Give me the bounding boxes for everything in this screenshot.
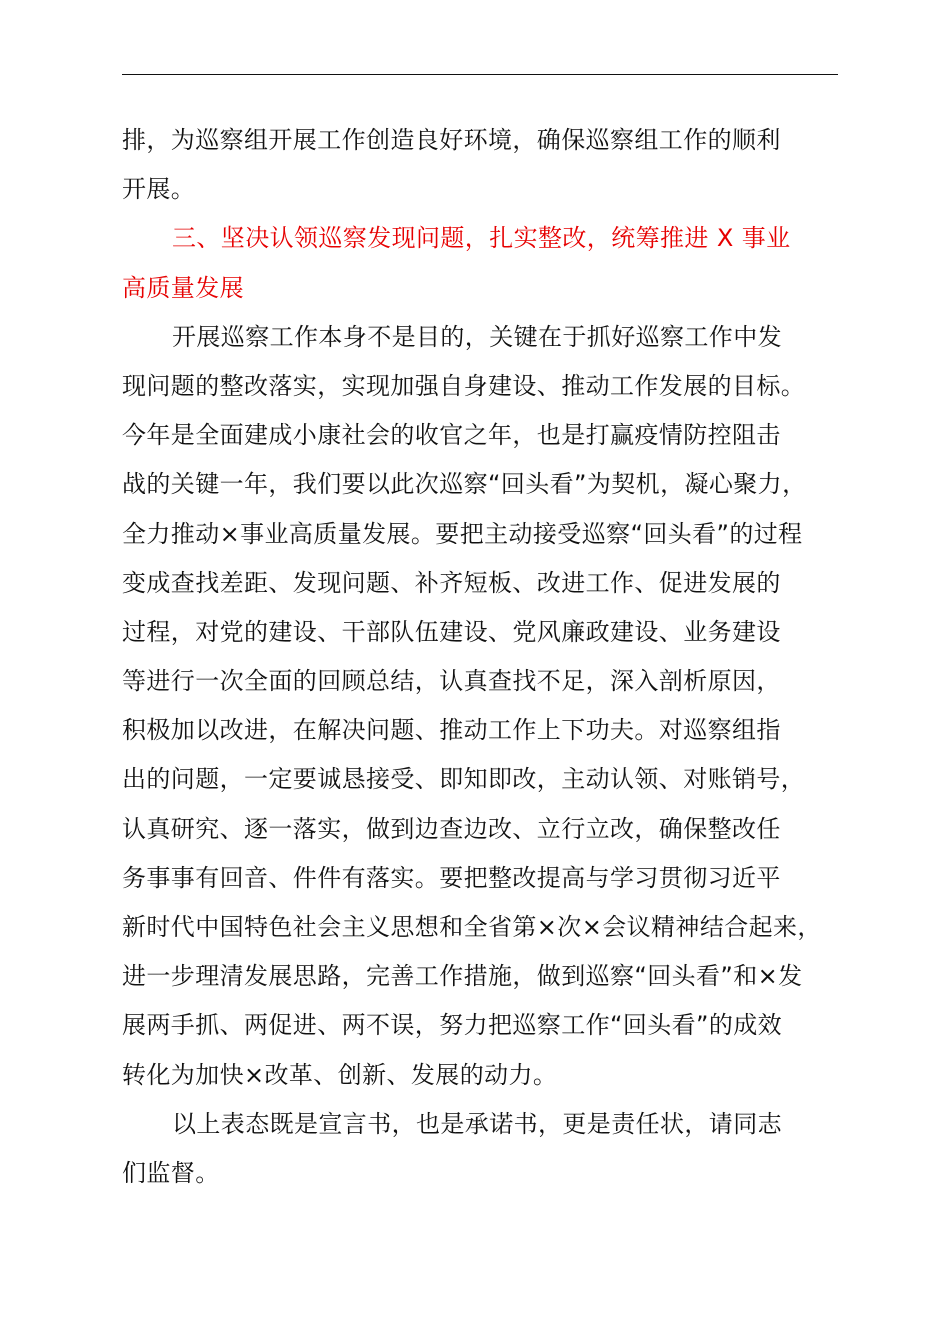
text-line: 认真研究、逐一落实，做到边查边改、立行立改，确保整改任 [122,814,781,843]
text-line: 出的问题，一定要诚恳接受、即知即改，主动认领、对账销号， [122,765,806,794]
heading-line: 高质量发展 [122,273,244,302]
text-line: 战的关键一年，我们要以此次巡察“回头看”为契机，凝心聚力， [122,470,807,499]
text-line: 转化为加快×改革、创新、发展的动力。 [122,1060,558,1089]
text-line: 排，为巡察组开展工作创造良好环境，确保巡察组工作的顺利 [122,126,781,154]
text-line: 变成查找差距、发现问题、补齐短板、改进工作、促进发展的 [122,568,781,597]
text-line: 等进行一次全面的回顾总结，认真查找不足，深入剖析原因， [122,667,781,696]
document-body [122,116,838,1198]
main-paragraph [122,313,838,1100]
closing-paragraph [122,1100,838,1198]
text-line: 开展。 [122,175,196,204]
text-line: 积极加以改进，在解决问题、推动工作上下功夫。对巡察组指 [122,716,781,745]
text-line: 以上表态既是宣言书，也是承诺书，更是责任状，请同志 [172,1109,782,1138]
section-heading [122,214,838,312]
text-line: 全力推动×事业高质量发展。要把主动接受巡察“回头看”的过程 [122,519,803,548]
carryover-paragraph [122,116,838,214]
heading-line: 三、坚决认领巡察发现问题，扎实整改，统筹推进 X 事业 [172,224,791,253]
text-line: 进一步理清发展思路，完善工作措施，做到巡察“回头看”和×发 [122,962,803,991]
text-line: 开展巡察工作本身不是目的，关键在于抓好巡察工作中发 [172,322,782,351]
header-rule [122,74,838,75]
text-line: 今年是全面建成小康社会的收官之年，也是打赢疫情防控阻击 [122,421,781,450]
text-line: 务事事有回音、件件有落实。要把整改提高与学习贯彻习近平 [122,863,781,892]
text-line: 们监督。 [122,1158,220,1187]
text-line: 现问题的整改落实，实现加强自身建设、推动工作发展的目标。 [122,371,806,400]
text-line: 过程，对党的建设、干部队伍建设、党风廉政建设、业务建设 [122,617,781,646]
text-line: 展两手抓、两促进、两不误，努力把巡察工作“回头看”的成效 [122,1011,783,1040]
text-line: 新时代中国特色社会主义思想和全省第×次×会议精神结合起来， [122,913,822,941]
